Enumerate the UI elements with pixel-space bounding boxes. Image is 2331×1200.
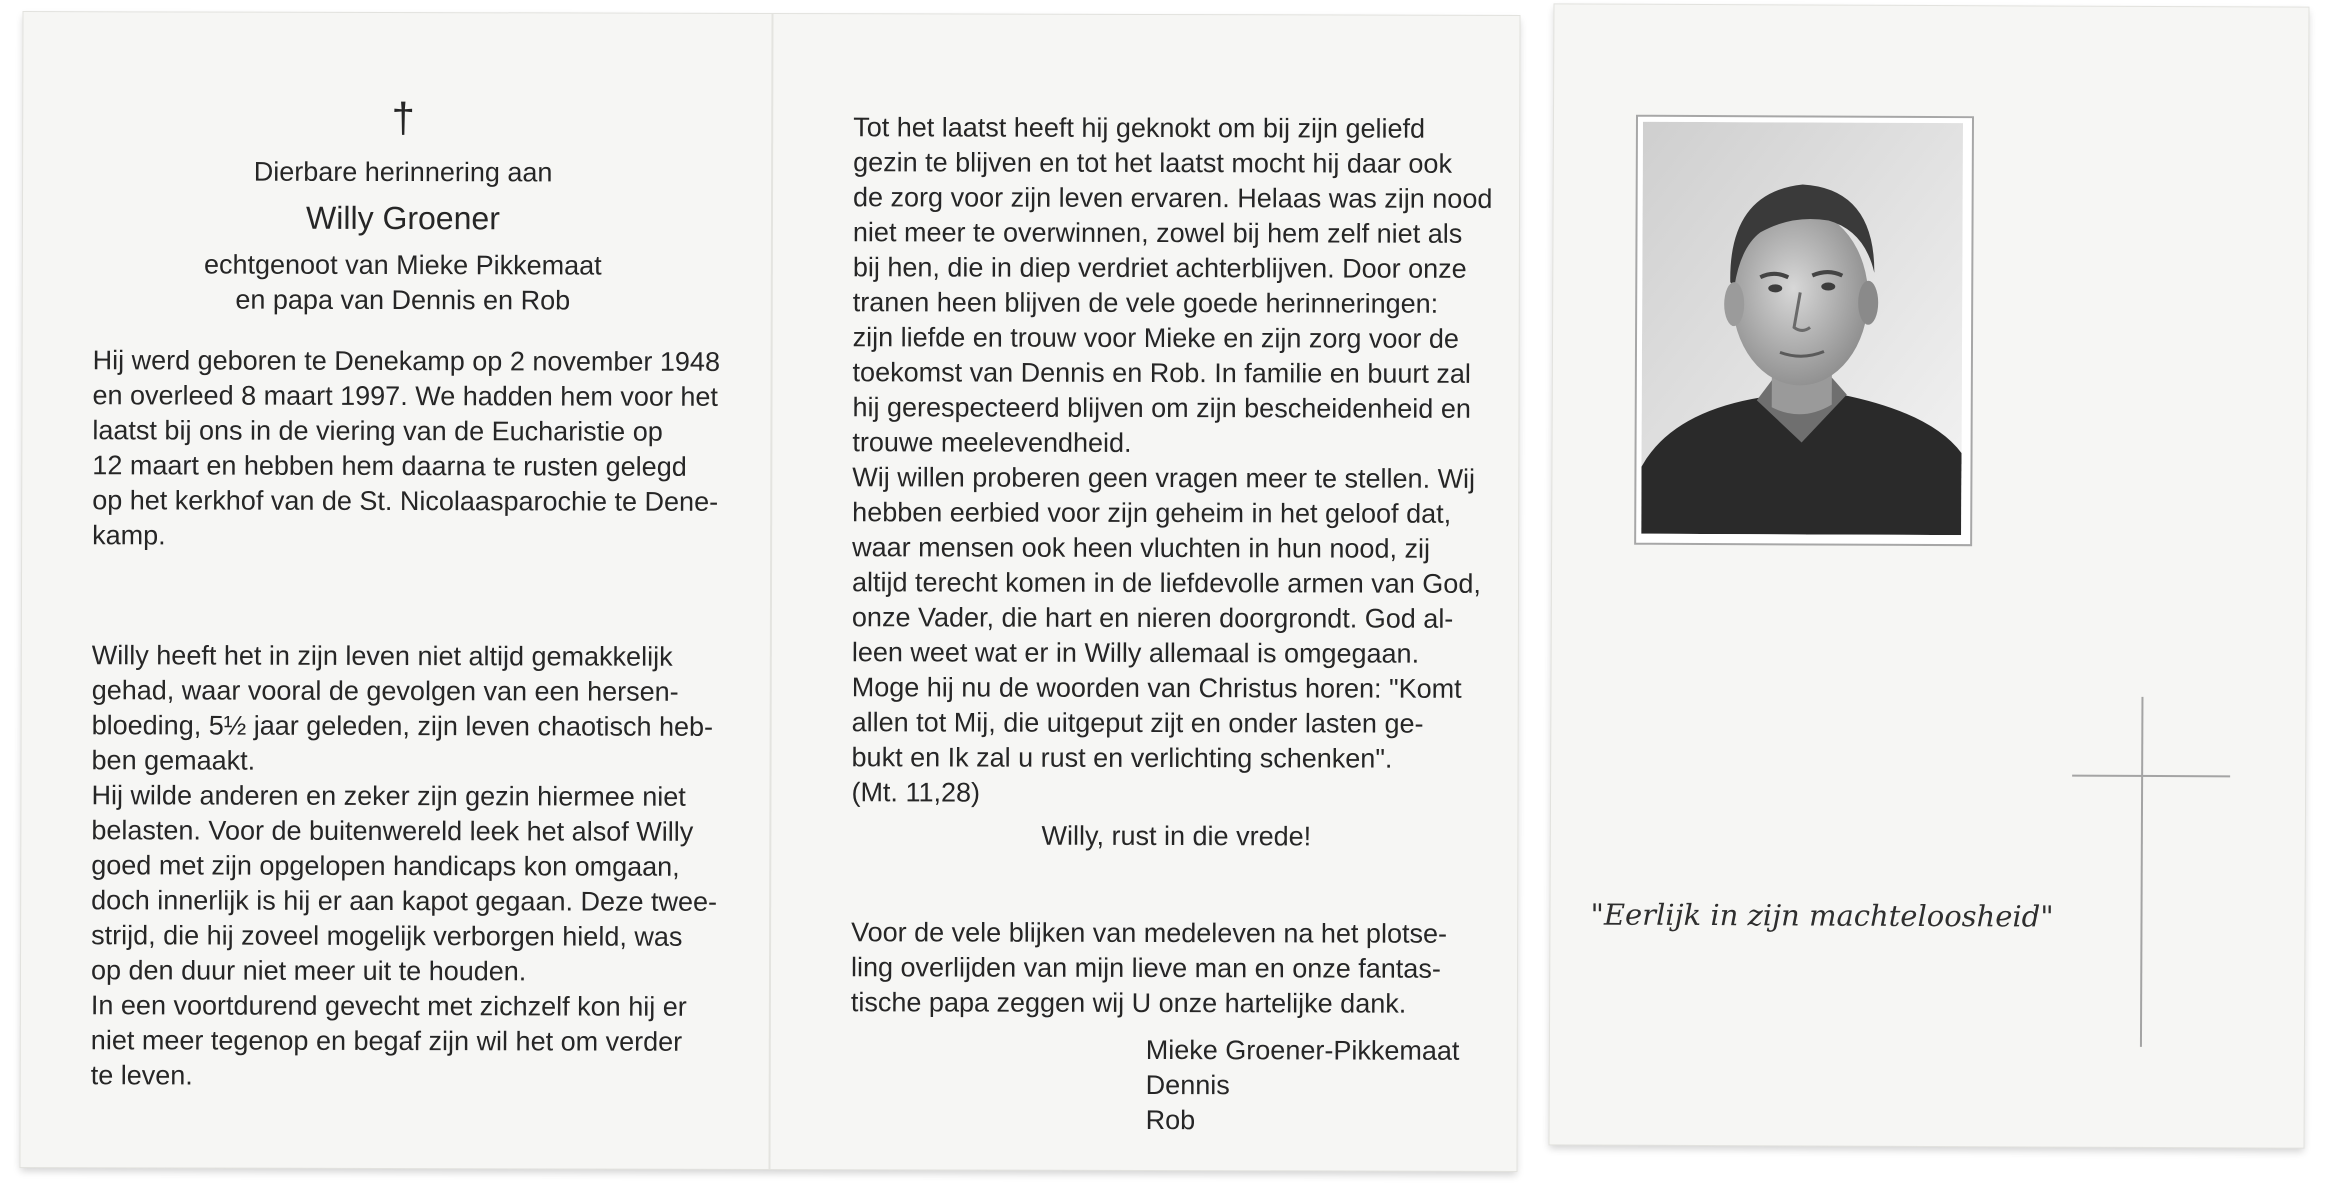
portrait-photo: [1641, 122, 1963, 535]
signature-line: Rob: [1145, 1104, 1196, 1136]
text-line: hebben eerbied voor zijn geheim in het geloof dat,: [852, 497, 1452, 529]
cross-vertical-line: [2140, 697, 2144, 1047]
portrait-frame: [1634, 115, 1974, 546]
text-line: laatst bij ons in de viering van de Eucharistie op: [92, 415, 663, 447]
text-line: allen tot Mij, die uitgeput zijt en onder lasten ge-: [851, 707, 1424, 739]
text-line: Hij wilde anderen en zeker zijn gezin hiermee niet: [91, 780, 686, 812]
relation-line: echtgenoot van Mieke Pikkemaat: [203, 249, 602, 281]
cross-symbol: †: [391, 94, 415, 142]
relation-line: en papa van Dennis en Rob: [235, 284, 571, 316]
text-line: gehad, waar vooral de gevolgen van een hersen-: [91, 675, 679, 707]
text-line: Hij werd geboren te Denekamp op 2 november 1948: [92, 345, 721, 377]
text-line: Voor de vele blijken van medeleven na het plotse-: [851, 917, 1448, 949]
text-line: goed met zijn opgelopen handicaps kon omgaan,: [91, 850, 680, 882]
thanks-paragraph: [851, 915, 1471, 1022]
text-line: toekomst van Dennis en Rob. In familie en buurt zal: [852, 357, 1471, 389]
text-line: tische papa zeggen wij U onze hartelijke dank.: [850, 987, 1407, 1019]
text-line: bloeding, 5½ jaar geleden, zijn leven chaotisch heb-: [91, 710, 714, 742]
text-line: Tot het laatst heeft hij geknokt om bij zijn geliefd: [853, 112, 1426, 144]
text-line: bukt en Ik zal u rust en verlichting schenken".: [851, 742, 1393, 774]
text-line: Moge hij nu de woorden van Christus horen: "Komt: [851, 672, 1462, 704]
text-line: trouwe meelevendheid.: [852, 427, 1132, 458]
text-line: op het kerkhof van de St. Nicolaasparochie te Dene-: [92, 485, 719, 517]
text-line: altijd terecht komen in de liefdevolle armen van God,: [851, 567, 1481, 599]
text-line: niet meer te overwinnen, zowel bij hem zelf niet als: [852, 217, 1463, 249]
text-line: onze Vader, die hart en nieren doorgrondt. God al-: [851, 602, 1454, 634]
card-fold: [768, 14, 773, 1169]
text-line: ling overlijden van mijn lieve man en onze fantas-: [850, 952, 1441, 984]
life-paragraph: [90, 638, 718, 1095]
text-line: kamp.: [92, 520, 166, 551]
text-line: In een voortdurend gevecht met zichzelf kon hij er: [90, 990, 687, 1022]
signature-line: Dennis: [1145, 1069, 1230, 1101]
signatures: [851, 1032, 1471, 1139]
text-line: tranen heen blijven de vele goede herinneringen:: [852, 287, 1439, 319]
text-line: (Mt. 11,28): [851, 777, 981, 808]
text-line: 12 maart en hebben hem daarna te rusten gelegd: [92, 450, 687, 482]
text-line: strijd, die hij zoveel mogelijk verborgen hield, was: [91, 920, 683, 952]
text-line: niet meer tegenop en begaf zijn wil het om verder: [90, 1025, 683, 1057]
motto-text: "Eerlijk in zijn machteloosheid": [1590, 897, 2054, 934]
memorial-heading: Dierbare herinnering aan: [253, 156, 553, 188]
text-line: doch innerlijk is hij er aan kapot gegaan. Deze twee-: [91, 885, 718, 917]
left-panel: [90, 92, 721, 1095]
prayer-card-inside: [20, 12, 1519, 1171]
text-line: Willy heeft het in zijn leven niet altijd gemakkelijk: [91, 640, 673, 672]
text-line: belasten. Voor de buitenwereld leek het alsof Willy: [91, 815, 694, 847]
prayer-card-front: [1550, 4, 2309, 1147]
signature-line: Mieke Groener-Pikkemaat: [1145, 1034, 1460, 1066]
relation-lines: [93, 247, 713, 319]
text-line: op den duur niet meer uit te houden.: [90, 955, 527, 987]
text-line: Wij willen proberen geen vragen meer te stellen. Wij: [852, 462, 1476, 494]
text-line: bij hen, die in diep verdriet achterblijven. Door onze: [852, 252, 1467, 284]
text-line: hij gerespecteerd blijven om zijn bescheidenheid en: [852, 392, 1471, 424]
reflection-paragraph: [851, 110, 1493, 812]
portrait-illustration: [1641, 122, 1963, 535]
biography-paragraph: [92, 343, 721, 555]
farewell-line: Willy, rust in die vrede!: [1041, 820, 1312, 852]
text-line: gezin te blijven en tot het laatst mocht hij daar ook: [853, 147, 1453, 179]
deceased-name: Willy Groener: [306, 199, 500, 237]
text-line: de zorg voor zijn leven ervaren. Helaas was zijn nood: [852, 182, 1493, 214]
cross-horizontal-line: [2072, 775, 2230, 778]
text-line: leen weet wat er in Willy allemaal is omgegaan.: [851, 637, 1420, 669]
text-line: te leven.: [90, 1060, 193, 1091]
text-line: ben gemaakt.: [91, 745, 256, 776]
middle-panel: [850, 110, 1493, 1139]
text-line: zijn liefde en trouw voor Mieke en zijn zorg voor de: [852, 322, 1460, 354]
text-line: en overleed 8 maart 1997. We hadden hem voor het: [92, 380, 718, 412]
text-line: waar mensen ook heen vluchten in hun nood, zij: [852, 532, 1431, 564]
